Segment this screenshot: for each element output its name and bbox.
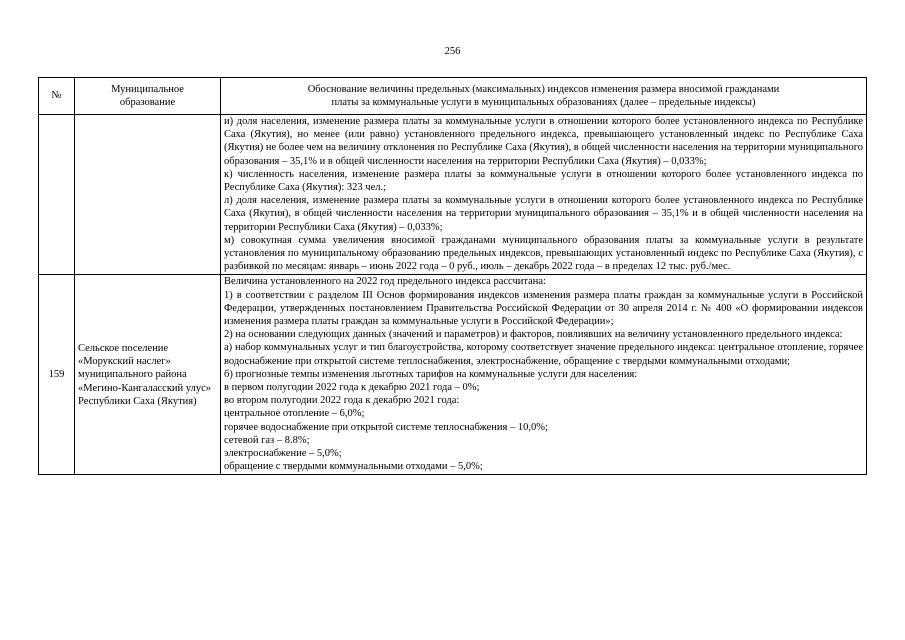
- header-municipality-line: Муниципальное: [111, 83, 184, 95]
- paragraph-1: 1) в соответствии с разделом III Основ формирования индексов изменения размера платы граждан за коммунальные услуги в Российской Федерации, утвержденных постановлением Правительства Российской Федерации от 30 апреля 2014 г. № 400 «О формировании индексов изменения размера платы граждан за коммунальные услуги в Российской Федерации»;: [224, 289, 863, 328]
- paragraph-i: и) доля населения, изменение размера платы за коммунальные услуги в отношении которого более установленного индекса по Республике Саха (Якутия), но менее (или равно) установленного предельного индекса, превышающего установленный индекс по Республике Саха (Якутия) не более чем на величину отклонения по Республике Саха (Якутия), в общей численности населения на территории муниципального образования – 35,1% и в общей численности населения на территории Республики Саха (Якутия) – 0,033%;: [224, 116, 863, 167]
- row-justification-cell: [221, 275, 867, 475]
- paragraph-m: м) совокупная сумма увеличения вносимой гражданами муниципального образования платы за коммунальные услуги в результате установления по муниципальному образованию предельных индексов, превышающих установленный индекс по Республике Саха (Якутия), с разбивкой по месяцам: январь – июнь 2022 года – 0 руб., июль – декабрь 2022 года – в пределах 12 тыс. руб./мес.: [224, 234, 863, 273]
- paragraph-heating: центральное отопление – 6,0%;: [224, 408, 365, 420]
- table-row-continuation: [39, 115, 867, 275]
- row-justification-cell: [221, 115, 867, 275]
- table-header-row: [39, 78, 867, 115]
- paragraph-b: б) прогнозные темпы изменения льготных тарифов на коммунальные услуги для населения:: [224, 368, 638, 380]
- indices-table: [38, 77, 867, 475]
- paragraph-electricity: электроснабжение – 5,0%;: [224, 448, 342, 460]
- header-justification: [221, 78, 867, 115]
- table-row-159: [39, 275, 867, 475]
- paragraph-l: л) доля населения, изменение размера платы за коммунальные услуги в отношении которого более установленного индекса по Республике Саха (Якутия), в общей численности населения на территории муниципального образования – 35,1% и в общей численности населения на территории Республики Саха (Якутия) – 0,033%;: [224, 195, 863, 233]
- paragraph-k: к) численность населения, изменение размера платы за коммунальные услуги в отношении которого более установленного индекса по Республике Саха (Якутия): 323 чел.;: [224, 168, 863, 194]
- paragraph-a: а) набор коммунальных услуг и тип благоустройства, которому соответствует значение предельного индекса: центральное отопление, горячее водоснабжение при открытой системе теплоснабжения, электроснабжение, обращение с твердыми коммунальными отходами;: [224, 342, 863, 367]
- paragraph-intro: Величина установленного на 2022 год предельного индекса рассчитана:: [224, 276, 546, 288]
- row-number-cell: [39, 115, 75, 275]
- header-municipality: [75, 78, 221, 115]
- row-number-cell: 159: [39, 275, 75, 475]
- header-municipality-line: образование: [119, 97, 176, 108]
- paragraph-gas: сетевой газ – 8.8%;: [224, 434, 310, 446]
- row-municipality-cell: Сельское поселение «Морукский наслег» муниципального района «Мегино-Кангаласский улус» Республики Саха (Якутия): [75, 275, 221, 475]
- paragraph-hot-water: горячее водоснабжение при открытой системе теплоснабжения – 10,0%;: [224, 421, 548, 433]
- paragraph-second-half: во втором полугодии 2022 года к декабрю 2021 года:: [224, 395, 460, 407]
- paragraph-waste: обращение с твердыми коммунальными отходами – 5,0%;: [224, 461, 483, 473]
- paragraph-2: 2) на основании следующих данных (значений и параметров) и факторов, повлиявших на величину установленного предельного индекса:: [224, 329, 843, 341]
- row-municipality-cell: [75, 115, 221, 275]
- header-justification-line: Обоснование величины предельных (максимальных) индексов изменения размера вносимой гражданами: [307, 83, 780, 95]
- header-number: №: [39, 78, 75, 115]
- paragraph-first-half: в первом полугодии 2022 года к декабрю 2021 года – 0%;: [224, 382, 480, 394]
- page-number: 256: [444, 46, 461, 57]
- header-justification-line: платы за коммунальные услуги в муниципальных образованиях (далее – предельные индексы): [331, 97, 756, 108]
